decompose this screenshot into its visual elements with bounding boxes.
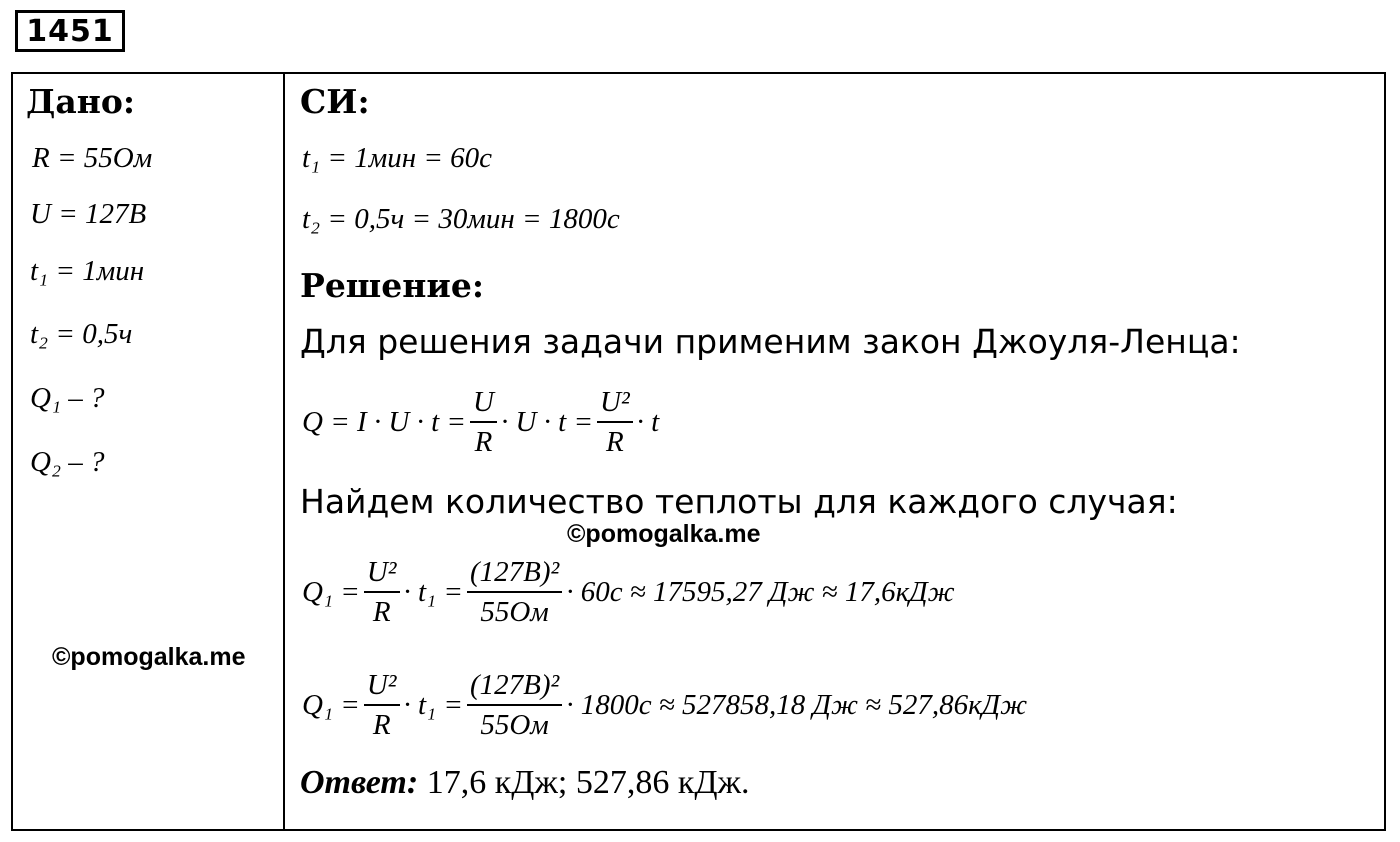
si-heading: СИ:	[300, 82, 370, 121]
calc2-fraction-1-den: R	[372, 709, 391, 741]
calc1-fraction-2-den: 55Ом	[480, 596, 549, 628]
formula-fraction-1-num: U	[470, 385, 497, 423]
given-heading: Дано:	[26, 82, 136, 121]
formula-tail: · t	[636, 405, 660, 438]
solution-intro: Для решения задачи применим закон Джоуля-Ленца:	[300, 322, 1241, 361]
find-heat-text: Найдем количество теплоты для каждого случая:	[300, 482, 1178, 521]
si-time-1: t₁ = 1мин = 60с	[302, 142, 493, 174]
formula-mid: · U · t =	[500, 405, 594, 438]
joule-lenz-formula	[302, 385, 659, 459]
answer-line	[300, 764, 750, 802]
calc1-fraction-1-den: R	[372, 596, 391, 628]
column-divider	[283, 72, 285, 831]
answer-text: 17,6 кДж; 527,86 кДж.	[426, 764, 750, 801]
formula-fraction-1-den: R	[474, 426, 493, 458]
calc2-fraction-2-den: 55Ом	[480, 709, 549, 741]
calc1-fraction-1	[364, 555, 400, 629]
formula-fraction-2-num: U²	[597, 385, 633, 423]
unknown-q1: Q₁ – ?	[30, 382, 105, 414]
calc1-tail: · 60с ≈ 17595,27 Дж ≈ 17,6кДж	[566, 575, 955, 608]
calculation-1	[302, 555, 955, 629]
calc1-mid: · t₁ =	[403, 575, 463, 608]
calc2-tail: · 1800с ≈ 527858,18 Дж ≈ 527,86кДж	[566, 688, 1028, 721]
formula-lhs: Q = I · U · t =	[302, 405, 466, 438]
watermark-center: ©pomogalka.me	[567, 520, 761, 548]
answer-label: Ответ:	[300, 764, 419, 801]
calc1-fraction-1-num: U²	[364, 555, 400, 593]
si-time-2: t₂ = 0,5ч = 30мин = 1800с	[302, 203, 620, 235]
given-time-2: t₂ = 0,5ч	[30, 318, 133, 350]
calc2-fraction-1-num: U²	[364, 668, 400, 706]
calc1-fraction-2	[467, 555, 562, 629]
unknown-q2: Q₂ – ?	[30, 446, 105, 478]
formula-fraction-1	[470, 385, 497, 459]
calc1-fraction-2-num: (127B)²	[467, 555, 562, 593]
problem-number: 1451	[15, 10, 125, 52]
calc2-fraction-2	[467, 668, 562, 742]
calc2-fraction-2-num: (127B)²	[467, 668, 562, 706]
given-voltage: U = 127B	[30, 198, 147, 230]
calculation-2	[302, 668, 1027, 742]
given-resistance: R = 55Ом	[32, 142, 153, 174]
formula-fraction-2	[597, 385, 633, 459]
formula-fraction-2-den: R	[605, 426, 624, 458]
watermark-left: ©pomogalka.me	[52, 643, 246, 671]
solution-heading: Решение:	[300, 266, 485, 305]
calc2-fraction-1	[364, 668, 400, 742]
calc1-lhs: Q₁ =	[302, 575, 360, 608]
given-time-1: t₁ = 1мин	[30, 255, 145, 287]
calc2-mid: · t₁ =	[403, 688, 463, 721]
calc2-lhs: Q₁ =	[302, 688, 360, 721]
